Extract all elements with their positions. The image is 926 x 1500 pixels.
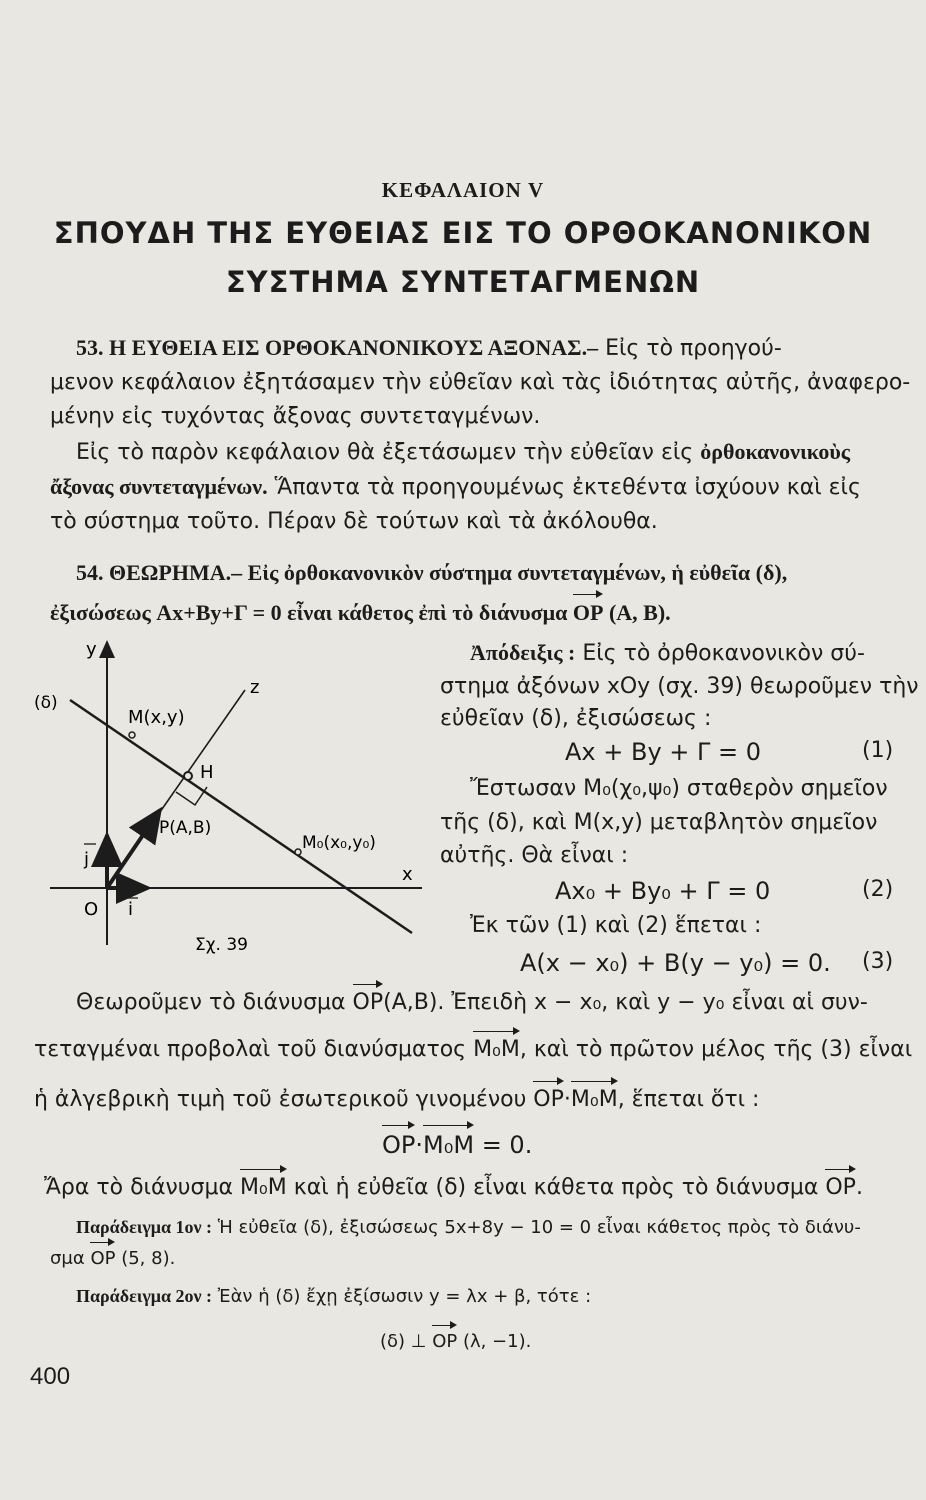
sec53-line4 [76, 439, 850, 465]
cont-line4-b: καὶ ἡ εὐθεῖα (δ) εἶναι κάθετα πρὸς τὸ διάνυσμα [286, 1175, 826, 1200]
let-line2: τῆς (δ), καὶ M(x,y) μεταβλητὸν σημεῖον [440, 810, 878, 835]
example2-eq-a: (δ) ⊥ [380, 1331, 433, 1352]
cont-line1 [76, 990, 868, 1015]
sec53-line1-text: Εἰς τὸ προηγού- [605, 336, 782, 361]
example1-label: Παράδειγμα 1ον : [76, 1217, 213, 1237]
j-label: j [84, 849, 90, 870]
cont-line2 [34, 1037, 912, 1062]
point-h [184, 772, 192, 780]
example1-line1 [76, 1217, 861, 1238]
let-line3: αὐτῆς. Θὰ εἶναι : [440, 843, 629, 868]
cont-line3 [34, 1087, 759, 1112]
vector-op: OP [572, 600, 604, 625]
y-axis-label: y [86, 639, 97, 660]
dot-operator: · [563, 1087, 571, 1112]
example1-line2-b: (5, 8). [115, 1248, 176, 1269]
equation-3: A(x − x₀) + B(y − y₀) = 0. [520, 949, 831, 977]
cont-line2-b: , καὶ τὸ πρῶτον μέλος τῆς (3) εἶναι [519, 1037, 913, 1062]
vector-op: OP [90, 1248, 116, 1269]
h-label: H [200, 762, 214, 783]
example1-line2-a: σμα [50, 1248, 91, 1269]
vector-op: OP [352, 990, 384, 1015]
proof-line1 [470, 640, 865, 666]
theorem-line2 [50, 600, 671, 626]
let-line1: Ἔστωσαν M₀(χ₀,ψ₀) σταθερὸν σημεῖον [470, 776, 888, 801]
sec53-heading: 53. Η ΕΥΘΕΙΑ ΕΙΣ ΟΡΘΟΚΑΝΟΝΙΚΟΥΣ ΑΞΟΝΑΣ.– [76, 335, 599, 360]
vector-m0m: M₀M [423, 1131, 475, 1159]
sec53-line5-text: Ἅπαντα τὰ προηγουμένως ἐκτεθέντα ἰσχύουν καὶ εἰς [267, 475, 861, 500]
vector-op: OP [533, 1087, 564, 1112]
example1-line2 [50, 1248, 175, 1269]
equation-4-rest: = 0. [474, 1131, 533, 1159]
z-label: z [250, 677, 260, 698]
vector-m0m: M₀M [473, 1037, 520, 1062]
equation-1: Ax + By + Γ = 0 [565, 738, 762, 766]
sec53-line4-bold: ὀρθοκανονικοὺς [700, 439, 851, 464]
equation-3-number: (3) [862, 949, 894, 974]
cont-line4-a: Ἄρα τὸ διάνυσμα [44, 1175, 240, 1200]
cont-line3-b: , ἕπεται ὅτι : [617, 1087, 760, 1112]
line-delta [70, 700, 412, 933]
sec53-line4-text: Εἰς τὸ παρὸν κεφάλαιον θὰ ἐξετάσωμεν τὴν εὐθεῖαν εἰς [76, 440, 701, 465]
example1-text: Ἡ εὐθεῖα (δ), ἐξισώσεως 5x+8y − 10 = 0 εἶναι κάθετος πρὸς τὸ διάνυ- [212, 1217, 861, 1238]
sec53-line6: τὸ σύστημα τοῦτο. Πέραν δὲ τούτων καὶ τὰ ἀκόλουθα. [50, 509, 658, 534]
from-line: Ἐκ τῶν (1) καὶ (2) ἕπεται : [470, 913, 762, 938]
vector-op: OP [382, 1131, 416, 1159]
cont-line4 [44, 1175, 863, 1200]
chapter-heading: ΚΕΦΑΛΑΙΟΝ V [381, 178, 545, 202]
cont-line1-b: (A,B). Ἐπειδὴ x − x₀, καὶ y − y₀ εἶναι αἱ συν- [383, 990, 868, 1015]
vector-op-arrow [107, 810, 160, 888]
equation-2: Ax₀ + By₀ + Γ = 0 [555, 877, 771, 905]
point-m [129, 732, 135, 738]
figure-39 [30, 630, 430, 960]
example2-equation [380, 1331, 531, 1352]
m-label: M(x,y) [128, 707, 185, 728]
cont-line2-a: τεταγμέναι προβολαὶ τοῦ διανύσματος [34, 1037, 474, 1062]
vector-m0m: M₀M [239, 1175, 287, 1200]
sec53-line5-bold: ἄξονας συντεταγμένων. [50, 474, 268, 499]
theorem-line2-end: (A, B). [603, 600, 671, 625]
point-m0 [295, 849, 301, 855]
origin-label: O [84, 899, 99, 920]
example2-text: Ἐὰν ἡ (δ) ἔχῃ ἐξίσωσιν y = λx + β, τότε : [212, 1286, 592, 1307]
equation-4 [382, 1131, 532, 1159]
theorem-line2-text: ἐξισώσεως Ax+By+Γ = 0 εἶναι κάθετος ἐπὶ τὸ διάνυσμα [50, 600, 573, 625]
p-label: P(A,B) [159, 818, 212, 838]
equation-1-number: (1) [862, 738, 894, 763]
sec53-line1 [76, 335, 782, 361]
example2-eq-b: (λ, −1). [457, 1331, 532, 1352]
dot-operator: · [415, 1131, 424, 1159]
example2-label: Παράδειγμα 2ον : [76, 1286, 213, 1306]
sec53-line2: μενον κεφάλαιον ἐξητάσαμεν τὴν εὐθεῖαν καὶ τὰς ἰδιότητας αὐτῆς, ἀναφερο- [50, 370, 911, 395]
proof-line1-text: Εἰς τὸ ὀρθοκανονικὸν σύ- [575, 641, 865, 666]
x-axis-label: x [402, 864, 413, 885]
cont-line4-end: . [855, 1175, 863, 1200]
chapter-title-line2: ΣΥΣΤΗΜΑ ΣΥΝΤΕΤΑΓΜΕΝΩΝ [225, 265, 701, 299]
sec53-line5 [50, 474, 861, 500]
vector-op: OP [432, 1331, 458, 1352]
example2-line1 [76, 1286, 591, 1307]
equation-2-number: (2) [862, 877, 894, 902]
m0-label: M₀(x₀,y₀) [302, 833, 376, 853]
figure-caption: Σχ. 39 [195, 935, 249, 955]
i-label: i [128, 899, 134, 920]
vector-m0m: M₀M [570, 1087, 618, 1112]
page-number: 400 [30, 1363, 71, 1390]
delta-label: (δ) [34, 693, 58, 713]
cont-line1-a: Θεωροῦμεν τὸ διάνυσμα [76, 990, 353, 1015]
proof-label: Ἀπόδειξις : [470, 640, 576, 665]
sec53-line3: μένην εἰς τυχόντας ἄξονας συντεταγμένων. [50, 404, 541, 429]
cont-line3-a: ἡ ἀλγεβρικὴ τιμὴ τοῦ ἐσωτερικοῦ γινομένου [34, 1087, 534, 1112]
proof-line3: εὐθεῖαν (δ), ἐξισώσεως : [440, 706, 712, 731]
vector-op: OP [825, 1175, 856, 1200]
theorem-line1: 54. ΘΕΩΡΗΜΑ.– Εἰς ὀρθοκανονικὸν σύστημα συντεταγμένων, ἡ εὐθεῖα (δ), [76, 560, 788, 585]
chapter-title-line1: ΣΠΟΥΔΗ ΤΗΣ ΕΥΘΕΙΑΣ ΕΙΣ ΤΟ ΟΡΘΟΚΑΝΟΝΙΚΟΝ [53, 216, 873, 250]
proof-line2: στημα ἀξόνων xOy (σχ. 39) θεωροῦμεν τὴν [440, 674, 919, 699]
